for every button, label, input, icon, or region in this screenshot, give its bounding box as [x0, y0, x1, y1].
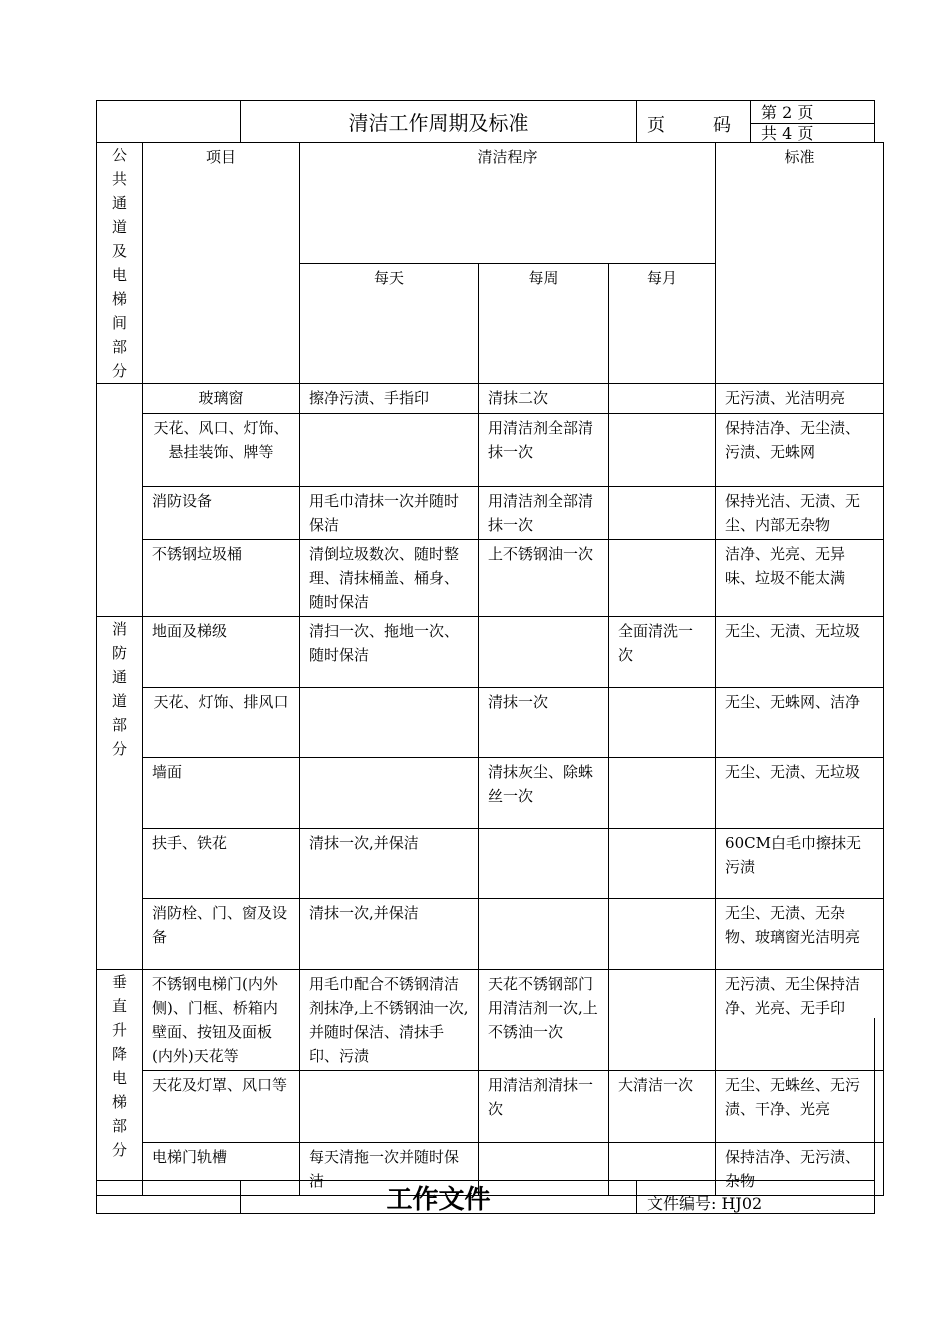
- page-label-cell: [636, 100, 751, 143]
- section-1-label-continued: [97, 384, 143, 617]
- cell-daily: 清抹一次,并保洁: [300, 899, 479, 970]
- cell-monthly: 大清洁一次: [609, 1071, 716, 1143]
- section-2-label: 消防通道部分: [97, 617, 143, 970]
- cell-item: 天花及灯罩、风口等: [143, 1071, 300, 1143]
- cell-standard: 无污渍、光洁明亮: [716, 384, 884, 414]
- footer-logo-cell: [96, 1180, 241, 1214]
- cell-standard: 保持洁净、无尘渍、污渍、无蛛网: [716, 414, 884, 487]
- cell-monthly: [609, 899, 716, 970]
- col-item-header: 项目: [143, 143, 300, 384]
- cell-item: 天花、灯饰、排风口: [143, 688, 300, 758]
- cell-monthly: [609, 540, 716, 617]
- cell-item: 墙面: [143, 758, 300, 829]
- document-number: 文件编号: HJ02: [636, 1180, 875, 1214]
- col-weekly-header: 每周: [479, 263, 609, 384]
- footer-title: 工作文件: [240, 1180, 637, 1214]
- cell-item: 电梯门轨槽: [143, 1143, 300, 1196]
- notes-area: [96, 1018, 875, 1181]
- cell-monthly: [609, 414, 716, 487]
- cell-weekly: 天花不锈钢部门用清洁剂一次,上不锈油一次: [479, 970, 609, 1071]
- section-3-label: 垂直升降电梯部分: [97, 970, 143, 1196]
- cell-item: 地面及梯级: [143, 617, 300, 688]
- cell-weekly: [479, 617, 609, 688]
- table-row: [97, 414, 884, 487]
- cell-standard: 无尘、无渍、无杂物、玻璃窗光洁明亮: [716, 899, 884, 970]
- cell-standard: 保持洁净、无污渍、杂物: [716, 1143, 884, 1196]
- header-logo-cell: [96, 100, 241, 143]
- col-procedure-header: 清洁程序: [300, 143, 716, 264]
- cell-item: 消防设备: [143, 487, 300, 540]
- table-row: [97, 617, 884, 688]
- cell-weekly: 清抹二次: [479, 384, 609, 414]
- cell-daily: [300, 688, 479, 758]
- cell-standard: 洁净、光亮、无异味、垃圾不能太满: [716, 540, 884, 617]
- page-label-1: 页: [647, 115, 665, 136]
- table-row: [97, 487, 884, 540]
- col-standard-header: 标准: [716, 143, 884, 384]
- cell-daily: 清抹一次,并保洁: [300, 829, 479, 899]
- cell-weekly: 清抹灰尘、除蛛丝一次: [479, 758, 609, 829]
- cell-weekly: 用清洁剂清抹一次: [479, 1071, 609, 1143]
- col-daily-header: 每天: [300, 263, 479, 384]
- cell-item: 不锈钢垃圾桶: [143, 540, 300, 617]
- page-title: 清洁工作周期及标准: [240, 100, 637, 143]
- section-1-label: 公共通道及电梯间部分: [97, 143, 143, 384]
- table-row: [97, 384, 884, 414]
- cell-monthly: [609, 758, 716, 829]
- table-row: [97, 688, 884, 758]
- page-total: 共 4 页: [750, 123, 875, 143]
- cell-standard: 无尘、无渍、无垃圾: [716, 617, 884, 688]
- table-row: [97, 829, 884, 899]
- cell-weekly: 用清洁剂全部清抹一次: [479, 487, 609, 540]
- cell-item: 玻璃窗: [143, 384, 300, 414]
- cell-standard: 60CM白毛巾擦抹无污渍: [716, 829, 884, 899]
- table-row: [97, 758, 884, 829]
- cell-weekly: 清抹一次: [479, 688, 609, 758]
- cell-daily: 每天清拖一次并随时保洁: [300, 1143, 479, 1196]
- page-label-2: 码: [713, 115, 731, 136]
- table-row: [97, 899, 884, 970]
- cell-item: 不锈钢电梯门(内外侧)、门框、桥箱内壁面、按钮及面板(内外)天花等: [143, 970, 300, 1071]
- cell-monthly: [609, 688, 716, 758]
- cell-daily: 清倒垃圾数次、随时整理、清抹桶盖、桶身、随时保洁: [300, 540, 479, 617]
- page-number: 第 2 页: [750, 100, 875, 124]
- cell-standard: 无尘、无渍、无垃圾: [716, 758, 884, 829]
- cell-standard: 无尘、无蛛丝、无污渍、干净、光亮: [716, 1071, 884, 1143]
- cell-weekly: [479, 899, 609, 970]
- cell-monthly: [609, 487, 716, 540]
- cell-daily: [300, 758, 479, 829]
- cell-daily: 用毛巾配合不锈钢清洁剂抹净,上不锈钢油一次,并随时保洁、清抹手印、污渍: [300, 970, 479, 1071]
- cell-monthly: [609, 829, 716, 899]
- cell-daily: 用毛巾清抹一次并随时保洁: [300, 487, 479, 540]
- cell-standard: 无尘、无蛛网、洁净: [716, 688, 884, 758]
- cell-item: 扶手、铁花: [143, 829, 300, 899]
- cell-weekly: 用清洁剂全部清抹一次: [479, 414, 609, 487]
- cell-daily: 清扫一次、拖地一次、随时保洁: [300, 617, 479, 688]
- cell-weekly: 上不锈钢油一次: [479, 540, 609, 617]
- cell-daily: [300, 414, 479, 487]
- table-row: [97, 540, 884, 617]
- cell-monthly: [609, 384, 716, 414]
- col-monthly-header: 每月: [609, 263, 716, 384]
- cell-standard: 无污渍、无尘保持洁净、光亮、无手印: [716, 970, 884, 1071]
- cell-standard: 保持光洁、无渍、无尘、内部无杂物: [716, 487, 884, 540]
- cell-monthly: 全面清洗一次: [609, 617, 716, 688]
- cell-weekly: [479, 829, 609, 899]
- cell-item: 天花、风口、灯饰、悬挂装饰、牌等: [143, 414, 300, 487]
- cell-daily: 擦净污渍、手指印: [300, 384, 479, 414]
- cell-item: 消防栓、门、窗及设备: [143, 899, 300, 970]
